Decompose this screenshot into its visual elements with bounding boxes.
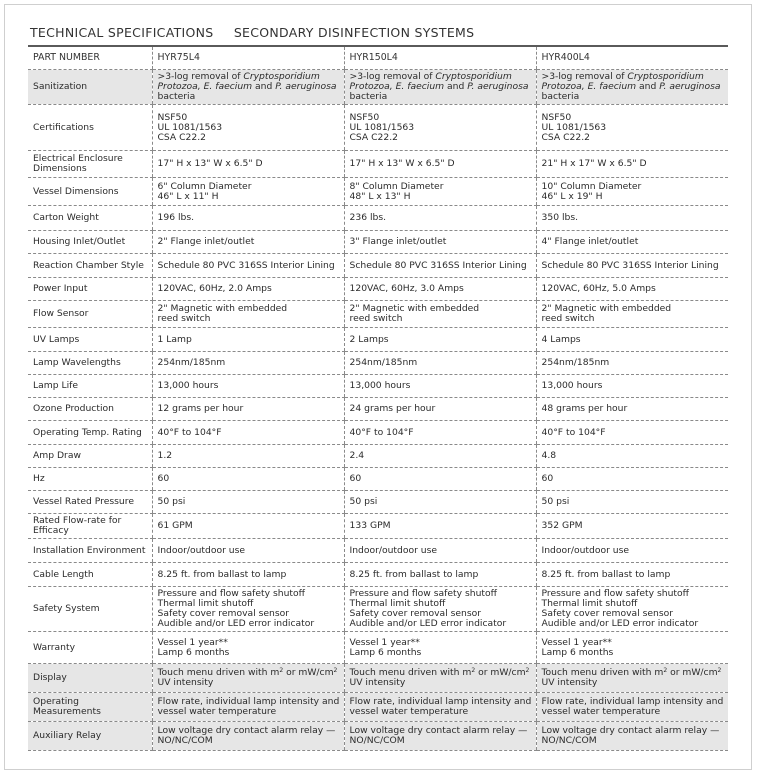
cell-hyr400l4: 4 Lamps	[536, 328, 728, 352]
row-label: Installation Environment	[28, 539, 152, 563]
cell-hyr150l4: Flow rate, individual lamp intensity and vessel water temperature	[344, 693, 536, 722]
table-row	[28, 468, 728, 491]
cell-hyr150l4: 120VAC, 60Hz, 3.0 Amps	[344, 278, 536, 301]
cell-hyr75l4: Flow rate, individual lamp intensity and vessel water temperature	[152, 693, 344, 722]
cell-hyr400l4: 40°F to 104°F	[536, 421, 728, 445]
cell-hyr75l4: 1 Lamp	[152, 328, 344, 352]
cell-hyr75l4: 8.25 ft. from ballast to lamp	[152, 563, 344, 587]
table-row	[28, 105, 728, 151]
cell-hyr400l4: Touch menu driven with $m^2$ or $mW/cm^2$ UV intensity	[536, 664, 728, 693]
table-row	[28, 206, 728, 231]
cell-hyr75l4: Indoor/outdoor use	[152, 539, 344, 563]
cell-hyr400l4: Low voltage dry contact alarm relay — NO/NC/COM	[536, 722, 728, 751]
spec-table	[28, 45, 728, 751]
cell-hyr150l4: 3" Flange inlet/outlet	[344, 231, 536, 254]
cell-hyr150l4: 2.4	[344, 445, 536, 468]
cell-hyr150l4: Pressure and flow safety shutoff Thermal limit shutoff Safety cover removal sensor Audible and/or LED error indicator	[344, 587, 536, 632]
row-label: Operating Temp. Rating	[28, 421, 152, 445]
header-model-hyr150l4: HYR150L4	[344, 46, 536, 70]
table-row	[28, 352, 728, 375]
row-label: Safety System	[28, 587, 152, 632]
cell-hyr150l4: Touch menu driven with $m^2$ or $mW/cm^2$ UV intensity	[344, 664, 536, 693]
cell-hyr150l4: 40°F to 104°F	[344, 421, 536, 445]
table-row	[28, 375, 728, 398]
cell-hyr150l4: 2" Magnetic with embedded reed switch	[344, 301, 536, 328]
cell-hyr75l4: 196 lbs.	[152, 206, 344, 231]
cell-hyr150l4: Indoor/outdoor use	[344, 539, 536, 563]
table-row	[28, 254, 728, 278]
row-label: Display	[28, 664, 152, 693]
cell-hyr150l4: 2 Lamps	[344, 328, 536, 352]
row-label: Power Input	[28, 278, 152, 301]
cell-hyr150l4: 17" H x 13" W x 6.5" D	[344, 151, 536, 178]
row-label: Sanitization	[28, 70, 152, 105]
cell-hyr75l4: Touch menu driven with $m^2$ or $mW/cm^2$ UV intensity	[152, 664, 344, 693]
cell-hyr400l4: 4.8	[536, 445, 728, 468]
cell-hyr400l4: Schedule 80 PVC 316SS Interior Lining	[536, 254, 728, 278]
row-label: Housing Inlet/Outlet	[28, 231, 152, 254]
cell-hyr400l4: 120VAC, 60Hz, 5.0 Amps	[536, 278, 728, 301]
spec-table-body	[28, 70, 728, 751]
table-row	[28, 398, 728, 421]
table-header-row	[28, 46, 728, 70]
row-label: Amp Draw	[28, 445, 152, 468]
cell-hyr75l4: 50 psi	[152, 491, 344, 514]
cell-hyr75l4: >3-log removal of Cryptosporidium Protozoa, E. faecium and P. aeruginosa bacteria	[152, 70, 344, 105]
cell-hyr150l4: NSF50 UL 1081/1563 CSA C22.2	[344, 105, 536, 151]
cell-hyr75l4: Low voltage dry contact alarm relay — NO/NC/COM	[152, 722, 344, 751]
table-row	[28, 178, 728, 206]
table-row	[28, 693, 728, 722]
cell-hyr150l4: Vessel 1 year** Lamp 6 months	[344, 632, 536, 664]
table-row	[28, 231, 728, 254]
cell-hyr400l4: Flow rate, individual lamp intensity and vessel water temperature	[536, 693, 728, 722]
cell-hyr400l4: 2" Magnetic with embedded reed switch	[536, 301, 728, 328]
cell-hyr400l4: 50 psi	[536, 491, 728, 514]
row-label: Vessel Rated Pressure	[28, 491, 152, 514]
row-label: Lamp Life	[28, 375, 152, 398]
cell-hyr75l4: Pressure and flow safety shutoff Thermal limit shutoff Safety cover removal sensor Audible and/or LED error indicator	[152, 587, 344, 632]
cell-hyr400l4: 350 lbs.	[536, 206, 728, 231]
cell-hyr75l4: 254nm/185nm	[152, 352, 344, 375]
row-label: Operating Measurements	[28, 693, 152, 722]
cell-hyr150l4: 8" Column Diameter 48" L x 13" H	[344, 178, 536, 206]
row-label: Reaction Chamber Style	[28, 254, 152, 278]
cell-hyr150l4: 236 lbs.	[344, 206, 536, 231]
cell-hyr75l4: 6" Column Diameter 46" L x 11" H	[152, 178, 344, 206]
table-row	[28, 632, 728, 664]
title-secondary-disinfection: SECONDARY DISINFECTION SYSTEMS	[233, 25, 475, 40]
cell-hyr400l4: NSF50 UL 1081/1563 CSA C22.2	[536, 105, 728, 151]
table-row	[28, 151, 728, 178]
cell-hyr75l4: 120VAC, 60Hz, 2.0 Amps	[152, 278, 344, 301]
cell-hyr400l4: 254nm/185nm	[536, 352, 728, 375]
cell-hyr75l4: 13,000 hours	[152, 375, 344, 398]
cell-hyr75l4: 61 GPM	[152, 514, 344, 539]
table-row	[28, 421, 728, 445]
header-model-hyr75l4: HYR75L4	[152, 46, 344, 70]
cell-hyr400l4: 60	[536, 468, 728, 491]
cell-hyr400l4: Indoor/outdoor use	[536, 539, 728, 563]
row-label: Auxiliary Relay	[28, 722, 152, 751]
row-label: Carton Weight	[28, 206, 152, 231]
header-model-hyr400l4: HYR400L4	[536, 46, 728, 70]
row-label: Lamp Wavelengths	[28, 352, 152, 375]
row-label: Cable Length	[28, 563, 152, 587]
row-label: Certifications	[28, 105, 152, 151]
cell-hyr400l4: Vessel 1 year** Lamp 6 months	[536, 632, 728, 664]
row-label: Rated Flow-rate for Efficacy	[28, 514, 152, 539]
table-row	[28, 587, 728, 632]
cell-hyr400l4: 21" H x 17" W x 6.5" D	[536, 151, 728, 178]
cell-hyr75l4: 1.2	[152, 445, 344, 468]
header-part-number: PART NUMBER	[28, 46, 152, 70]
table-row	[28, 445, 728, 468]
cell-hyr150l4: 254nm/185nm	[344, 352, 536, 375]
row-label: Vessel Dimensions	[28, 178, 152, 206]
cell-hyr75l4: Schedule 80 PVC 316SS Interior Lining	[152, 254, 344, 278]
table-row	[28, 70, 728, 105]
table-row	[28, 514, 728, 539]
row-label: Warranty	[28, 632, 152, 664]
cell-hyr400l4: 4" Flange inlet/outlet	[536, 231, 728, 254]
cell-hyr400l4: 10" Column Diameter 46" L x 19" H	[536, 178, 728, 206]
page-title	[30, 25, 490, 43]
table-row	[28, 328, 728, 352]
cell-hyr150l4: 24 grams per hour	[344, 398, 536, 421]
table-row	[28, 278, 728, 301]
table-row	[28, 664, 728, 693]
row-label: UV Lamps	[28, 328, 152, 352]
cell-hyr400l4: 352 GPM	[536, 514, 728, 539]
cell-hyr150l4: 60	[344, 468, 536, 491]
table-row	[28, 301, 728, 328]
row-label: Electrical Enclosure Dimensions	[28, 151, 152, 178]
table-row	[28, 539, 728, 563]
cell-hyr150l4: 13,000 hours	[344, 375, 536, 398]
cell-hyr75l4: 60	[152, 468, 344, 491]
cell-hyr150l4: 50 psi	[344, 491, 536, 514]
cell-hyr400l4: >3-log removal of Cryptosporidium Protozoa, E. faecium and P. aeruginosa bacteria	[536, 70, 728, 105]
cell-hyr150l4: Low voltage dry contact alarm relay — NO/NC/COM	[344, 722, 536, 751]
table-row	[28, 491, 728, 514]
cell-hyr75l4: 2" Flange inlet/outlet	[152, 231, 344, 254]
cell-hyr400l4: 8.25 ft. from ballast to lamp	[536, 563, 728, 587]
cell-hyr75l4: 2" Magnetic with embedded reed switch	[152, 301, 344, 328]
cell-hyr150l4: Schedule 80 PVC 316SS Interior Lining	[344, 254, 536, 278]
cell-hyr75l4: 17" H x 13" W x 6.5" D	[152, 151, 344, 178]
cell-hyr150l4: >3-log removal of Cryptosporidium Protozoa, E. faecium and P. aeruginosa bacteria	[344, 70, 536, 105]
cell-hyr150l4: 8.25 ft. from ballast to lamp	[344, 563, 536, 587]
cell-hyr400l4: Pressure and flow safety shutoff Thermal limit shutoff Safety cover removal sensor Audible and/or LED error indicator	[536, 587, 728, 632]
row-label: Hz	[28, 468, 152, 491]
cell-hyr400l4: 13,000 hours	[536, 375, 728, 398]
row-label: Ozone Production	[28, 398, 152, 421]
table-row	[28, 722, 728, 751]
cell-hyr150l4: 133 GPM	[344, 514, 536, 539]
table-row	[28, 563, 728, 587]
title-technical-specifications: TECHNICAL SPECIFICATIONS	[30, 25, 214, 40]
row-label: Flow Sensor	[28, 301, 152, 328]
cell-hyr75l4: 40°F to 104°F	[152, 421, 344, 445]
cell-hyr75l4: 12 grams per hour	[152, 398, 344, 421]
cell-hyr400l4: 48 grams per hour	[536, 398, 728, 421]
cell-hyr75l4: Vessel 1 year** Lamp 6 months	[152, 632, 344, 664]
cell-hyr75l4: NSF50 UL 1081/1563 CSA C22.2	[152, 105, 344, 151]
